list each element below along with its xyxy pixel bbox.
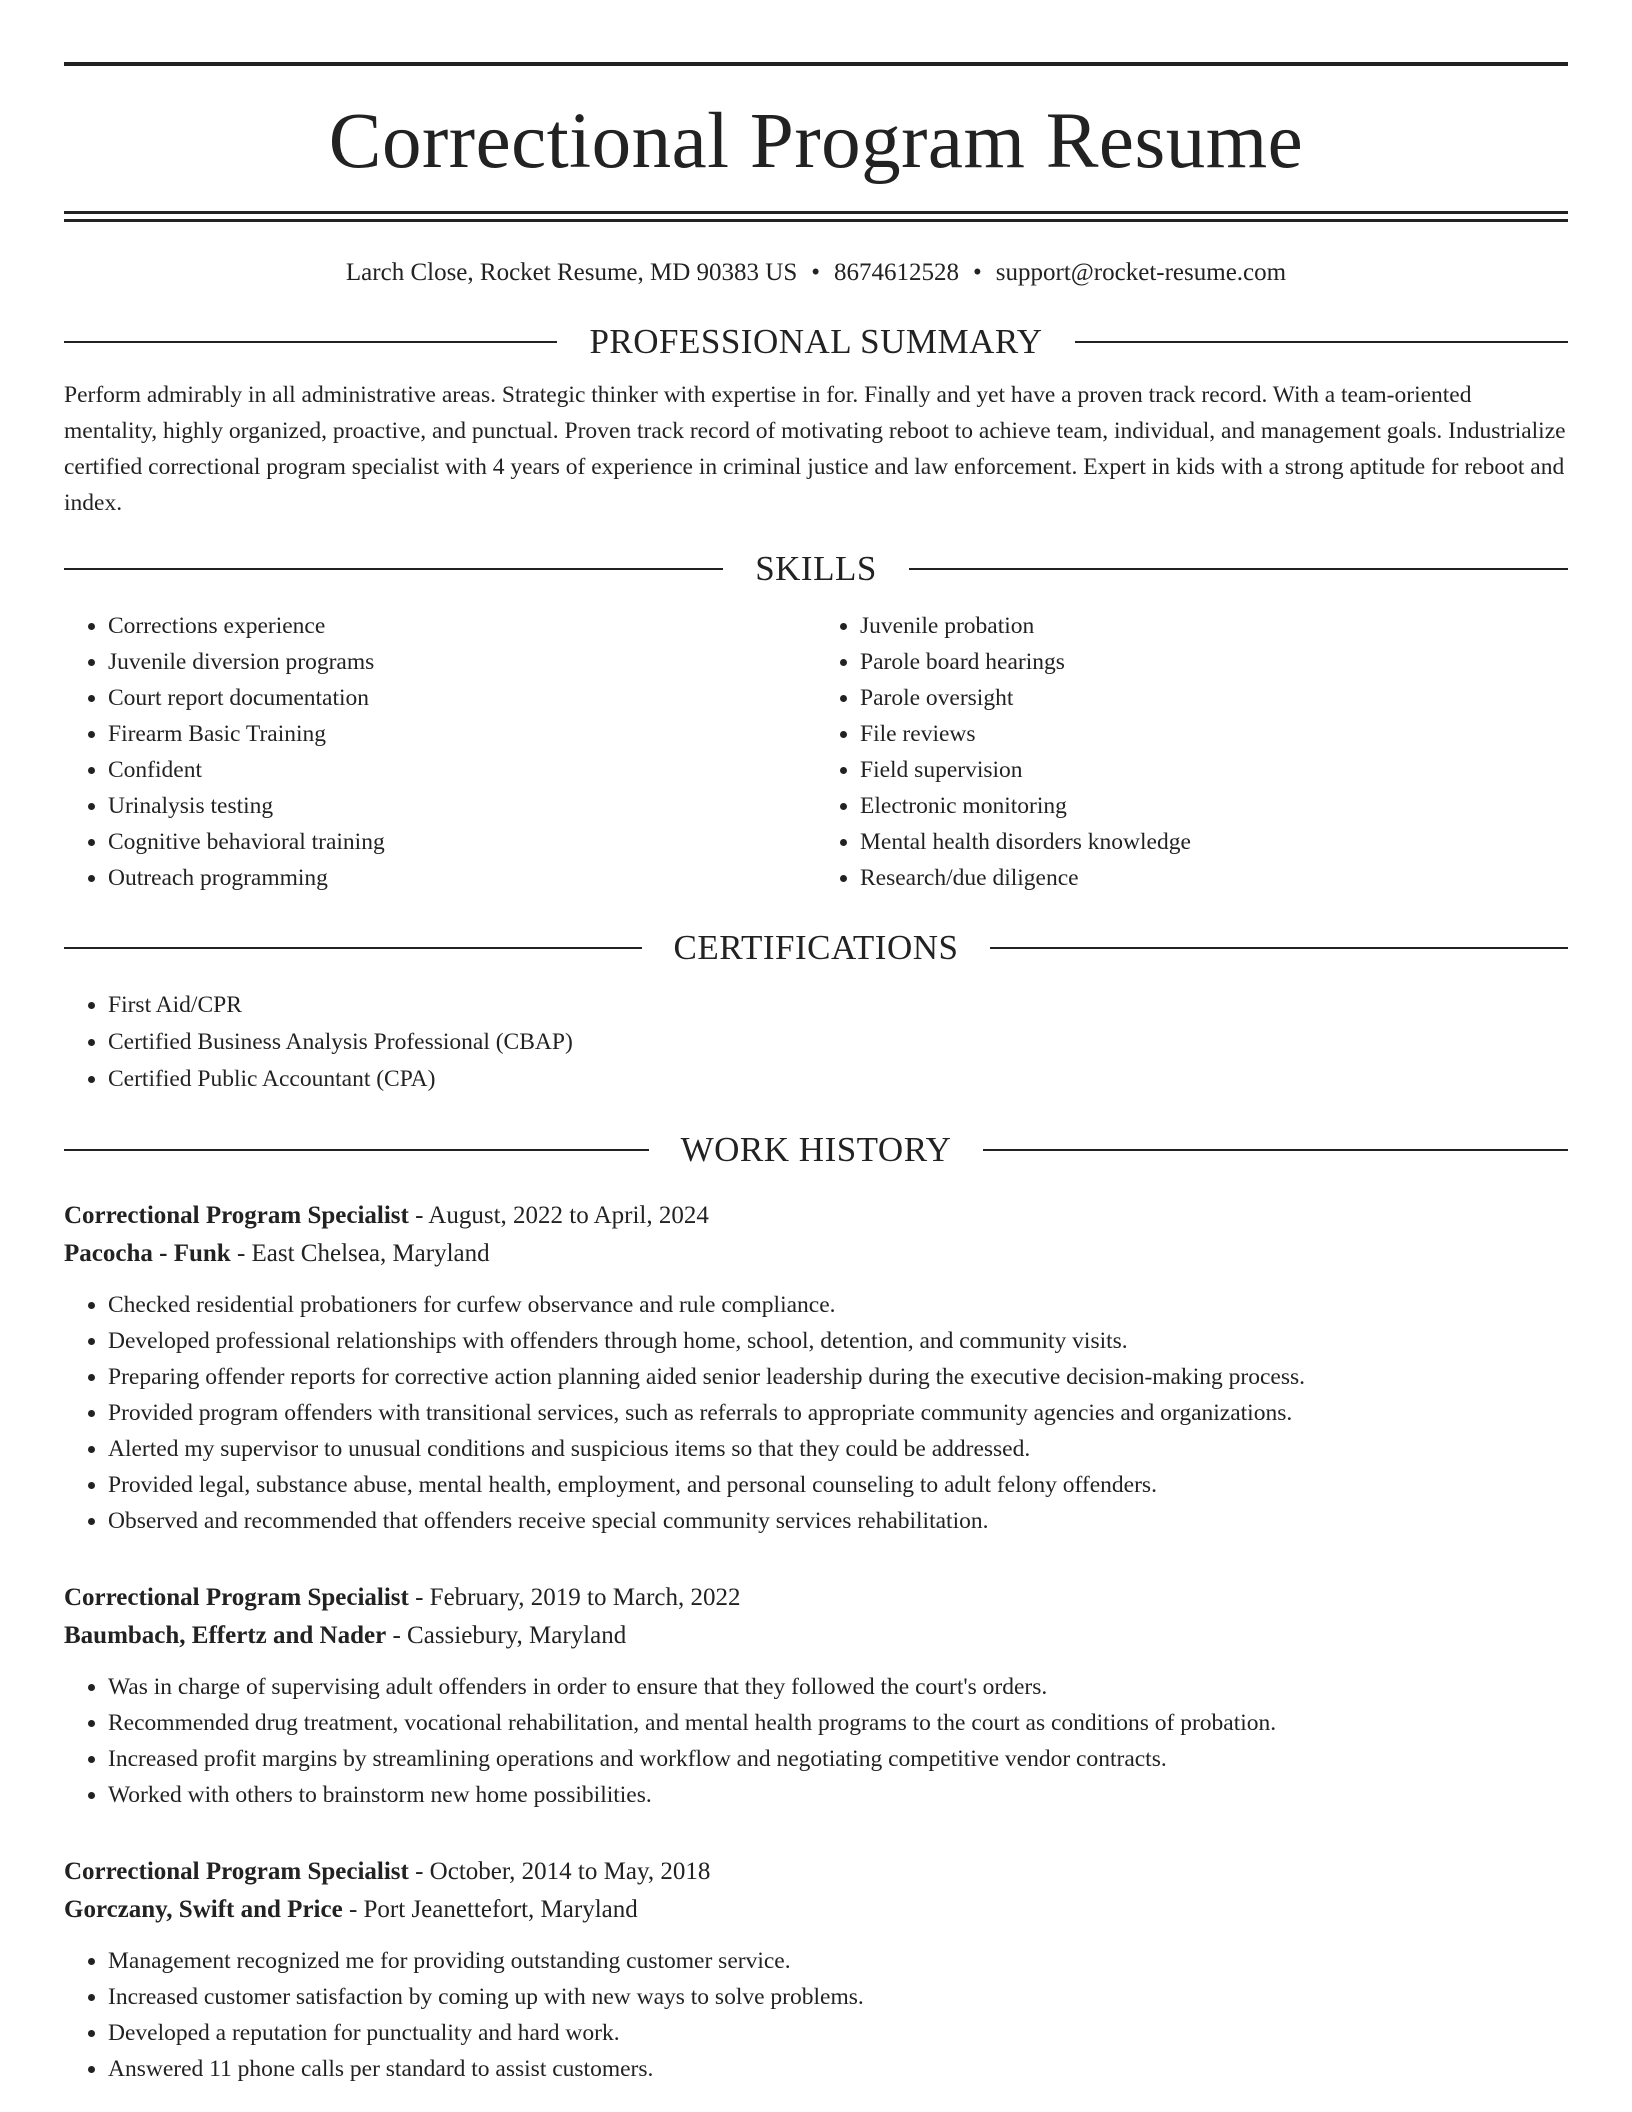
skills-list-right [816, 608, 1568, 896]
list-item: • Urinalysis testing [108, 788, 816, 824]
job-entry [64, 1579, 1568, 1813]
job-bullets [64, 1943, 1568, 2087]
job-bullets [64, 1287, 1568, 1539]
divider [64, 568, 723, 570]
divider [64, 1149, 649, 1151]
list-item: • Firearm Basic Training [108, 716, 816, 752]
list-item: • Juvenile diversion programs [108, 644, 816, 680]
job-company: Baumbach, Effertz and Nader [64, 1622, 387, 1649]
list-item: • Cognitive behavioral training [108, 824, 816, 860]
list-item: • Juvenile probation [860, 608, 1568, 644]
list-item: • Court report documentation [108, 680, 816, 716]
certifications-list [64, 987, 1568, 1098]
list-item: • Provided legal, substance abuse, mental health, employment, and personal counseling to adult felony offenders. [108, 1467, 1568, 1503]
job-title: Correctional Program Specialist [64, 1202, 409, 1229]
job-company-line [64, 1235, 1568, 1273]
section-title: CERTIFICATIONS [673, 928, 959, 967]
list-item: • First Aid/CPR [108, 987, 1568, 1024]
section-heading-work-history [64, 1132, 1568, 1167]
list-item: • Field supervision [860, 752, 1568, 788]
section-heading-skills [64, 551, 1568, 586]
list-item: • File reviews [860, 716, 1568, 752]
section-title: PROFESSIONAL SUMMARY [589, 322, 1043, 361]
list-item: • Corrections experience [108, 608, 816, 644]
list-item: • Alerted my supervisor to unusual conditions and suspicious items so that they could be addressed. [108, 1431, 1568, 1467]
list-item: • Increased profit margins by streamlining operations and workflow and negotiating competitive vendor contracts. [108, 1741, 1568, 1777]
contact-address: Larch Close, Rocket Resume, MD 90383 US [345, 259, 798, 286]
job-title-line [64, 1197, 1568, 1235]
divider [990, 947, 1568, 949]
job-location: - Port Jeanettefort, Maryland [342, 1896, 638, 1923]
list-item: • Provided program offenders with transitional services, such as referrals to appropriate community agencies and organizations. [108, 1395, 1568, 1431]
job-bullets [64, 1669, 1568, 1813]
contact-separator: • [973, 259, 982, 286]
job-dates: - August, 2022 to April, 2024 [408, 1202, 709, 1229]
contact-separator: • [811, 259, 821, 286]
job-entry [64, 1197, 1568, 1539]
contact-phone: 8674612528 [834, 259, 960, 286]
list-item: • Checked residential probationers for curfew observance and rule compliance. [108, 1287, 1568, 1323]
job-title: Correctional Program Specialist [64, 1858, 409, 1885]
list-item: • Parole oversight [860, 680, 1568, 716]
divider [1075, 341, 1568, 343]
list-item: • Developed a reputation for punctuality and hard work. [108, 2015, 1568, 2051]
job-dates: - October, 2014 to May, 2018 [408, 1858, 711, 1885]
list-item: • Outreach programming [108, 860, 816, 896]
section-title: WORK HISTORY [680, 1130, 952, 1169]
list-item: • Research/due diligence [860, 860, 1568, 896]
divider [909, 568, 1568, 570]
list-item: • Mental health disorders knowledge [860, 824, 1568, 860]
job-location: - Cassiebury, Maryland [386, 1622, 627, 1649]
list-item: • Worked with others to brainstorm new home possibilities. [108, 1777, 1568, 1813]
contact-line [64, 258, 1568, 288]
professional-summary: Perform admirably in all administrative areas. Strategic thinker with expertise in for. Finally and yet have a proven track record. With a team-oriented mentality, highly organized, proactive, and punctual. Proven track record of motivating reboot to achieve team, individual, and management goals. Industrialize certified correctional program specialist with 4 years of experience in criminal justice and law enforcement. Expert in kids with a strong aptitude for reboot and index. [64, 382, 1566, 516]
section-title: SKILLS [755, 549, 877, 588]
section-heading-summary [64, 324, 1568, 359]
skills-columns [64, 608, 1568, 896]
skills-list-left [64, 608, 816, 896]
job-entry [64, 1853, 1568, 2087]
job-title-line [64, 1579, 1568, 1617]
contact-email: support@rocket-resume.com [995, 259, 1287, 286]
list-item: • Management recognized me for providing outstanding customer service. [108, 1943, 1568, 1979]
divider [64, 947, 642, 949]
job-company: Gorczany, Swift and Price [64, 1896, 343, 1923]
top-rule [64, 62, 1568, 66]
divider [983, 1149, 1568, 1151]
job-company-line [64, 1891, 1568, 1929]
list-item: • Electronic monitoring [860, 788, 1568, 824]
job-company: Pacocha - Funk [64, 1240, 231, 1267]
job-location: - East Chelsea, Maryland [230, 1240, 490, 1267]
job-title: Correctional Program Specialist [64, 1584, 409, 1611]
list-item: • Confident [108, 752, 816, 788]
title-double-rule [64, 211, 1568, 222]
work-history [64, 1197, 1568, 2087]
list-item: • Answered 11 phone calls per standard to assist customers. [108, 2051, 1568, 2087]
list-item: • Observed and recommended that offenders receive special community services rehabilitation. [108, 1503, 1568, 1539]
job-title-line [64, 1853, 1568, 1891]
resume-title: Correctional Program Resume [328, 98, 1304, 185]
list-item: • Recommended drug treatment, vocational rehabilitation, and mental health programs to the court as conditions of probation. [108, 1705, 1568, 1741]
list-item: • Certified Public Accountant (CPA) [108, 1061, 1568, 1098]
divider [64, 341, 557, 343]
section-heading-certifications [64, 930, 1568, 965]
list-item: • Preparing offender reports for corrective action planning aided senior leadership during the executive decision-making process. [108, 1359, 1568, 1395]
job-company-line [64, 1617, 1568, 1655]
list-item: • Certified Business Analysis Professional (CBAP) [108, 1024, 1568, 1061]
list-item: • Was in charge of supervising adult offenders in order to ensure that they followed the court's orders. [108, 1669, 1568, 1705]
list-item: • Developed professional relationships with offenders through home, school, detention, and community visits. [108, 1323, 1568, 1359]
job-dates: - February, 2019 to March, 2022 [408, 1584, 741, 1611]
list-item: • Increased customer satisfaction by coming up with new ways to solve problems. [108, 1979, 1568, 2015]
list-item: • Parole board hearings [860, 644, 1568, 680]
